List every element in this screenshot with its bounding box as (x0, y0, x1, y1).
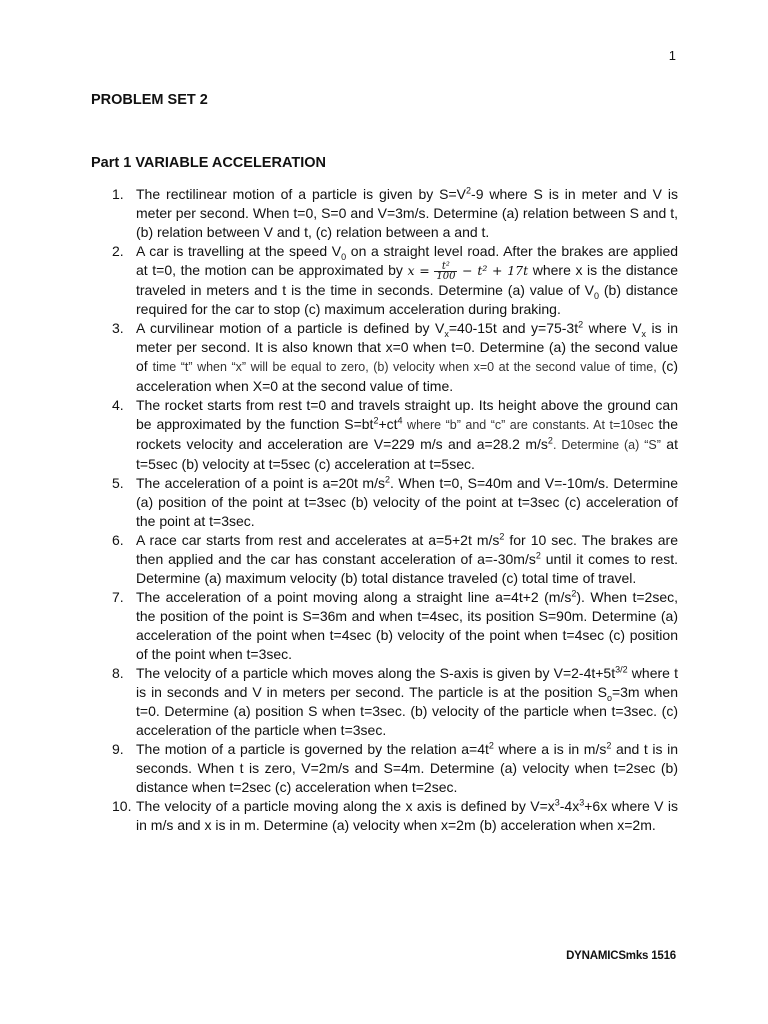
problem-text: The velocity of a particle moving along the x axis is defined by $V=x^3-4x^3+6x$ where V is in m/s and x is in m. Determine (a) velocity when x=2m (b) acceleration when x=2m. (136, 797, 678, 833)
problem-number: 2. (112, 243, 124, 259)
equation: x = $\frac{\text{t²}}{100}$ − t² + 17t (407, 261, 529, 282)
problem-text: A car is travelling at the speed $V_0$ on a straight level road. After the brakes are applied at t=0, the motion can be approximated by x = $\frac{\text{t²}}{100}$ − t² + 17t where x is the distance traveled in meters and t is the time in seconds. Determine (a) value of $V_0$ (b) distance required for the car to stop (c) maximum acceleration during braking. (136, 243, 679, 317)
footer-label: DYNAMICSmks 1516 (566, 950, 676, 962)
problem-item-4 (112, 396, 678, 474)
problem-text: The acceleration of a point is a=20t $m/s^2$. When t=0, S=40m and V=-10m/s. Determine (a) position of the point at t=3sec (b) velocity of the point at t=3sec (c) acceleration of the point at t=3sec. (136, 474, 679, 529)
problem-number: 4. (112, 397, 124, 413)
problem-number: 8. (112, 665, 124, 681)
problem-item-10 (112, 797, 678, 835)
problem-number: 10. (112, 798, 132, 814)
problem-item-8 (112, 664, 678, 740)
problem-item-7 (112, 588, 678, 664)
problem-text: The rectilinear motion of a particle is given by $S=V^2-9$ where S is in meter and V is meter per second. When t=0, S=0 and V=3m/s. Determine (a) relation between S and t, (b) relation between V and t, (c) relation between a and t. (136, 185, 678, 240)
problem-number: 7. (112, 589, 124, 605)
problem-item-2 (112, 242, 678, 319)
problem-text: A race car starts from rest and accelerates at a=5+2t $m/s^2$ for 10 sec. The brakes are then applied and the car has constant acceleration of $a=-30m/s^2$ until it comes to rest. Determine (a) maximum velocity (b) total distance traveled (c) total time of travel. (136, 531, 678, 586)
page-number: 1 (668, 48, 676, 63)
problem-item-3 (112, 319, 678, 396)
problem-item-1 (112, 185, 678, 242)
problem-number: 9. (112, 741, 124, 757)
problem-number: 3. (112, 320, 124, 336)
problem-number: 5. (112, 475, 124, 491)
page-title: PROBLEM SET 2 (91, 92, 208, 108)
problem-text: The rocket starts from rest t=0 and travels straight up. Its height above the ground can be approximated by the function $S=bt^2+ct^4$ where “b” and “c” are constants. At t=10sec the rockets velocity and acceleration are V=229 m/s and a=28.2 $m/s^2$. Determine (a) “S” at t=5sec (b) velocity at t=5sec (c) acceleration at t=5sec. (136, 397, 678, 472)
problem-text: A curvilinear motion of a particle is defined by $V_x=40-15t$ and $y=75-3t^2$ where $V_x$ is in meter per second. It is also known that x=0 when t=0. Determine (a) the second value of time “t” when “x” will be equal to zero, (b) velocity when x=0 at the second value of time, (c) acceleration when X=0 at the second value of time. (136, 319, 678, 394)
problem-item-6 (112, 531, 678, 588)
problem-number: 1. (112, 186, 124, 202)
problem-text: The acceleration of a point moving along a straight line a=4t+2 $(m/s^2)$. When t=2sec, the position of the point is S=36m and when t=4sec, its position S=90m. Determine (a) acceleration of the point when t=4sec (b) velocity of the point when t=4sec (c) position of the point when t=3sec. (136, 588, 678, 662)
problem-list (112, 185, 678, 835)
problem-item-9 (112, 740, 678, 797)
problem-text: The motion of a particle is governed by the relation $a=4t^2$ where a is in $m/s^2$ and t is in seconds. When t is zero, V=2m/s and S=4m. Determine (a) velocity when t=2sec (b) distance when t=2sec (c) acceleration when t=2sec. (136, 740, 678, 795)
problem-text: The velocity of a particle which moves along the S-axis is given by $V=2-4t+5t^{3/2}$ where t is in seconds and V in meters per second. The particle is at the position $S_o=3m$ when t=0. Determine (a) position S when t=3sec. (b) velocity of the particle when t=3sec. (c) acceleration of the particle when t=3sec. (136, 664, 678, 738)
problem-item-5 (112, 474, 678, 531)
section-title: Part 1 VARIABLE ACCELERATION (91, 155, 326, 171)
problem-number: 6. (112, 532, 124, 548)
